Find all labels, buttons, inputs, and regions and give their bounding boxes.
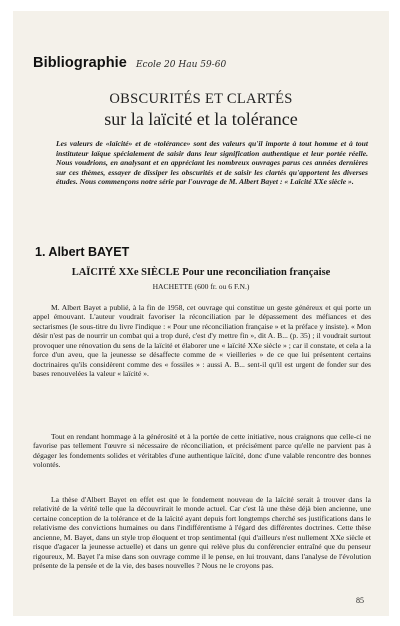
article-title-line2: sur la laïcité et la tolérance: [104, 109, 298, 129]
book-section-heading: 1. Albert BAYET: [35, 245, 130, 259]
intro-paragraph: Les valeurs de «laïcité» et de «tolérance» sont des valeurs qu'il importe à tout homme et à tout instituteur laïque spécialement de saisir dans leur signification authentique et leur portée réelle. Nous voudrions, en analysant et en appréciant les nombreux ouvrages parus ces années dernières sur ces thèmes, essayer de dissiper les obscurités et de saisir les clartés qu'apportent les diverses études. Nous commençons notre série par l'ouvrage de M. Albert Bayet : « Laïcité XXe siècle ».: [56, 139, 368, 187]
book-title: LAÏCITÉ XXe SIÈCLE Pour une reconciliation française: [71, 267, 331, 278]
page-number: 85: [356, 596, 364, 605]
body-paragraph-2: Tout en rendant hommage à la générosité et à la portée de cette initiative, nous craignons que celle-ci ne favorise pas tellement l'œuvre si nécessaire de réconciliation, et précisément parce qu'elle ne parvient pas à dégager les fondements solides et véritables d'une authentique laïcité, donc d'une valable rencontre des bonnes volontés.: [33, 432, 371, 470]
book-publisher: HACHETTE (600 fr. ou 6 F.N.): [152, 282, 250, 291]
body-paragraph-1: M. Albert Bayet a publié, à la fin de 1958, cet ouvrage qui constitue un geste généreux et qui porte un appel émouvant. L'auteur voudrait favoriser la réconciliation par le dépassement des méfiances et des sectarismes (le sous-titre du livre l'indique : « Pour une réconciliation française » et la préface y insiste). « Mon désir n'est pas de nourrir un combat qui a trop duré, c'est d'y mettre fin », dit A. B... (p. 35) ; il voudrait surtout provoquer une rénovation du sens de la laïcité et élaborer une « laïcité XXe siècle » ; car il constate, et cela a la force d'un aveu, que la jeunesse se désaffecte comme de « vieilleries » de ce que lui présentent certains doctrinaires qu'ils considèrent comme des « fossiles » : aussi A. B... sent-il qu'il est urgent de fonder sur des bases renouvelées la valeur « laïcité ».: [33, 303, 371, 379]
article-title-line1: OBSCURITÉS ET CLARTÉS: [109, 91, 293, 107]
document-page: [13, 11, 389, 616]
handwritten-note: Ecole 20 Hau 59-60: [135, 60, 227, 70]
heading-row: [33, 54, 226, 72]
body-paragraph-3: La thèse d'Albert Bayet en effet est que le fondement nouveau de la laïcité serait à trouver dans la relativité de la vérité telle que la découvrirait le monde actuel. Car c'est là une thèse déjà bien ancienne, une certaine conception de la tolérance et de la laïcité ayant depuis fort longtemps cherché ses justifications dans le relativisme des convictions humaines ou dans l'indifférentisme à l'égard des différentes doctrines. Cette thèse ancienne, M. Bayet, dans un style trop éloquent et trop sentimental (qui d'ailleurs n'est nullement XXe siècle et risque d'agacer la jeunesse actuelle) et dans un genre qui relève plus du conférencier entraîné que du penseur rigoureux, M. Bayet l'a mise dans son ouvrage comme il le pense, en lui trouvant, dans l'analyse de l'évolution présente de la pensée et de la vie, des bases nouvelles ? Nous ne le croyons pas.: [33, 495, 371, 571]
section-heading: Bibliographie: [33, 55, 127, 71]
